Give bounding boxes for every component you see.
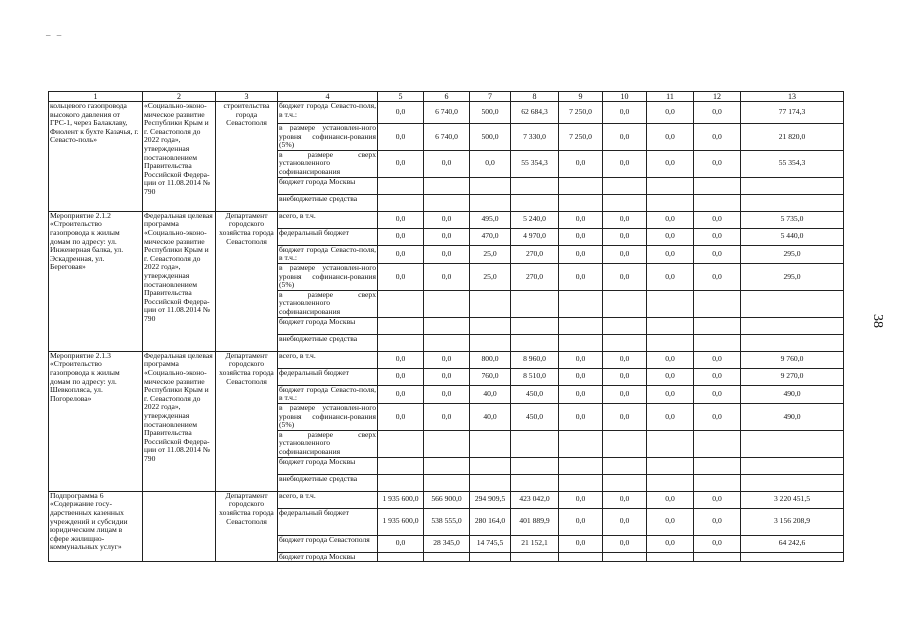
funding-source-label: бюджет города Севасто-поля, в т.ч.: (278, 102, 378, 124)
value-cell: 0,0 (378, 150, 424, 177)
value-cell: 25,0 (470, 245, 511, 263)
value-cell: 0,0 (694, 228, 741, 245)
value-cell: 280 164,0 (470, 508, 511, 535)
value-cell (470, 430, 511, 457)
program-cell: «Социально-эконо-мическое развитие Республики Крым и г. Севастополя до 2022 года», утвержденная постановлением Правительства Российской Федера-ции от 11.08.2014 № 790 (143, 102, 216, 212)
funding-source-label: в размере сверх установленного софинансирования (279, 150, 376, 176)
value-cell: 450,0 (511, 385, 559, 403)
table-row (49, 211, 844, 228)
value-cell: 9 270,0 (741, 368, 844, 385)
value-cell (694, 457, 741, 474)
funding-source-label: бюджет города Москвы (278, 552, 378, 562)
value-cell (470, 334, 511, 351)
responsible-cell: Департамент городского хозяйства города Севастополя (216, 351, 278, 491)
value-cell: 3 220 451,5 (741, 491, 844, 508)
value-cell (511, 474, 559, 491)
value-cell: 0,0 (470, 150, 511, 177)
column-number-10: 10 (603, 92, 647, 102)
funding-source-label: федеральный бюджет (278, 368, 378, 385)
value-cell (424, 430, 470, 457)
value-cell: 0,0 (647, 245, 694, 263)
value-cell (559, 290, 603, 317)
value-cell (603, 194, 647, 211)
value-cell (470, 474, 511, 491)
value-cell (647, 552, 694, 562)
value-cell: 0,0 (378, 228, 424, 245)
value-cell: 0,0 (694, 535, 741, 552)
block-title: Подпрограмма 6 «Содержание госу-дарственных казенных учреждений и субсидии юридическим лицам в сфере жилищно-коммунальных услуг» (49, 491, 143, 562)
value-cell: 77 174,3 (741, 102, 844, 124)
value-cell (694, 552, 741, 562)
value-cell: 21 152,1 (511, 535, 559, 552)
value-cell: 0,0 (603, 368, 647, 385)
value-cell: 55 354,3 (741, 150, 844, 177)
value-cell: 0,0 (647, 385, 694, 403)
value-cell: 538 555,0 (424, 508, 470, 535)
value-cell (511, 290, 559, 317)
value-cell: 0,0 (559, 368, 603, 385)
value-cell: 0,0 (603, 150, 647, 177)
value-cell: 0,0 (694, 403, 741, 430)
value-cell (559, 334, 603, 351)
value-cell: 1 935 600,0 (378, 491, 424, 508)
value-cell: 5 440,0 (741, 228, 844, 245)
value-cell (378, 290, 424, 317)
funding-source-label: внебюджетные средства (278, 474, 378, 491)
value-cell (647, 177, 694, 194)
page-number: 38 (870, 314, 885, 328)
value-cell: 500,0 (470, 124, 511, 151)
value-cell: 0,0 (559, 245, 603, 263)
value-cell: 28 345,0 (424, 535, 470, 552)
value-cell: 64 242,6 (741, 535, 844, 552)
value-cell: 0,0 (603, 351, 647, 368)
corner-marks: – – (46, 30, 64, 40)
responsible-cell: Департамент городского хозяйства города Севастополя (216, 491, 278, 562)
responsible-cell: Департамент городского хозяйства города Севастополя (216, 211, 278, 351)
value-cell: 0,0 (603, 245, 647, 263)
value-cell: 0,0 (378, 403, 424, 430)
value-cell (694, 194, 741, 211)
value-cell: 0,0 (424, 351, 470, 368)
value-cell: 5 735,0 (741, 211, 844, 228)
value-cell: 0,0 (559, 403, 603, 430)
value-cell: 0,0 (424, 228, 470, 245)
value-cell (378, 317, 424, 334)
funding-source-label: в размере установлен-ного уровня софинанси-рования (5%) (279, 403, 376, 430)
funding-source-label: в размере сверх установленного софинансирования (279, 430, 376, 456)
value-cell: 0,0 (559, 491, 603, 508)
value-cell: 0,0 (647, 150, 694, 177)
value-cell (741, 457, 844, 474)
value-cell: 401 889,9 (511, 508, 559, 535)
funding-source-label: бюджет города Москвы (278, 177, 378, 194)
column-number-6: 6 (424, 92, 470, 102)
funding-source-label: внебюджетные средства (278, 334, 378, 351)
value-cell (470, 457, 511, 474)
table-row (49, 102, 844, 124)
value-cell: 470,0 (470, 228, 511, 245)
value-cell: 0,0 (559, 263, 603, 290)
value-cell (694, 317, 741, 334)
value-cell (470, 177, 511, 194)
value-cell: 0,0 (647, 102, 694, 124)
value-cell: 25,0 (470, 263, 511, 290)
column-number-2: 2 (143, 92, 216, 102)
column-number-4: 4 (278, 92, 378, 102)
value-cell (511, 317, 559, 334)
block-title: кольцевого газопровода высокого давления от ГРС-1, через Балаклаву, Фиолент к бухте Казачья, г. Севасто-поль» (49, 102, 143, 212)
value-cell (603, 334, 647, 351)
value-cell: 0,0 (647, 211, 694, 228)
value-cell: 295,0 (741, 245, 844, 263)
value-cell: 8 510,0 (511, 368, 559, 385)
value-cell: 14 745,5 (470, 535, 511, 552)
value-cell: 7 250,0 (559, 102, 603, 124)
funding-source-label: бюджет города Севасто-поля, в т.ч.: (279, 385, 376, 403)
value-cell: 490,0 (741, 403, 844, 430)
table-body (49, 92, 844, 562)
value-cell: 3 156 208,9 (741, 508, 844, 535)
value-cell: 0,0 (603, 228, 647, 245)
value-cell: 0,0 (647, 228, 694, 245)
budget-table (48, 91, 844, 562)
block-title: Мероприятие 2.1.3 «Строительство газопровода к жилым домам по адресу: ул. Шевкопляса, ул. Погорелова» (49, 351, 143, 491)
value-cell (647, 474, 694, 491)
value-cell: 40,0 (470, 385, 511, 403)
value-cell: 500,0 (470, 102, 511, 124)
value-cell: 6 740,0 (424, 102, 470, 124)
value-cell: 490,0 (741, 385, 844, 403)
value-cell (694, 334, 741, 351)
value-cell: 0,0 (424, 385, 470, 403)
funding-source-label: бюджет города Москвы (278, 457, 378, 474)
value-cell: 0,0 (694, 263, 741, 290)
value-cell (511, 177, 559, 194)
value-cell: 5 240,0 (511, 211, 559, 228)
table-row (49, 351, 844, 368)
table-row (49, 491, 844, 508)
value-cell: 0,0 (694, 102, 741, 124)
value-cell: 8 960,0 (511, 351, 559, 368)
value-cell (378, 457, 424, 474)
value-cell: 0,0 (559, 150, 603, 177)
value-cell: 0,0 (603, 535, 647, 552)
value-cell (470, 194, 511, 211)
value-cell (559, 552, 603, 562)
funding-source-label: федеральный бюджет (278, 228, 378, 245)
funding-source-label: в размере установлен-ного уровня софинанси-рования (5%) (279, 263, 376, 290)
value-cell (647, 317, 694, 334)
value-cell: 0,0 (694, 385, 741, 403)
value-cell (647, 334, 694, 351)
value-cell: 0,0 (603, 263, 647, 290)
value-cell: 0,0 (378, 368, 424, 385)
value-cell: 0,0 (694, 368, 741, 385)
value-cell (603, 177, 647, 194)
value-cell (424, 177, 470, 194)
value-cell (559, 194, 603, 211)
value-cell (603, 457, 647, 474)
value-cell: 0,0 (603, 124, 647, 151)
value-cell: 566 900,0 (424, 491, 470, 508)
value-cell: 21 820,0 (741, 124, 844, 151)
funding-source-label: всего, в т.ч. (278, 351, 378, 368)
column-number-11: 11 (647, 92, 694, 102)
value-cell: 0,0 (603, 403, 647, 430)
funding-source-label: бюджет города Севасто-поля, в т.ч.: (279, 245, 376, 263)
value-cell: 0,0 (603, 211, 647, 228)
value-cell (647, 194, 694, 211)
value-cell: 0,0 (378, 245, 424, 263)
value-cell (603, 474, 647, 491)
value-cell: 270,0 (511, 245, 559, 263)
value-cell (378, 552, 424, 562)
value-cell: 0,0 (647, 491, 694, 508)
value-cell: 0,0 (694, 124, 741, 151)
value-cell: 40,0 (470, 403, 511, 430)
value-cell (511, 334, 559, 351)
funding-source-label: федеральный бюджет (278, 508, 378, 535)
value-cell: 7 330,0 (511, 124, 559, 151)
value-cell: 0,0 (424, 403, 470, 430)
column-number-8: 8 (511, 92, 559, 102)
value-cell (470, 317, 511, 334)
value-cell (741, 317, 844, 334)
value-cell (559, 457, 603, 474)
funding-source-label: в размере установлен-ного уровня софинанси-рования (5%) (279, 123, 376, 150)
value-cell: 0,0 (647, 368, 694, 385)
funding-source-label: всего, в т.ч. (278, 491, 378, 508)
value-cell: 55 354,3 (511, 150, 559, 177)
value-cell (378, 194, 424, 211)
value-cell: 0,0 (559, 508, 603, 535)
value-cell: 0,0 (694, 351, 741, 368)
value-cell (647, 430, 694, 457)
value-cell (647, 290, 694, 317)
value-cell (741, 552, 844, 562)
value-cell: 0,0 (694, 211, 741, 228)
value-cell (424, 334, 470, 351)
value-cell: 270,0 (511, 263, 559, 290)
value-cell (378, 334, 424, 351)
value-cell (378, 474, 424, 491)
value-cell: 0,0 (603, 491, 647, 508)
column-number-3: 3 (216, 92, 278, 102)
column-number-9: 9 (559, 92, 603, 102)
value-cell: 423 042,0 (511, 491, 559, 508)
value-cell: 0,0 (378, 385, 424, 403)
value-cell: 0,0 (694, 508, 741, 535)
value-cell: 0,0 (647, 535, 694, 552)
value-cell (559, 177, 603, 194)
value-cell (741, 474, 844, 491)
program-cell: Федеральная целевая программа «Социально-эконо-мическое развитие Республики Крым и г. Севастополя до 2022 года», утвержденная постановлением Правительства Российской Федера-ции от 11.08.2014 № 790 (143, 211, 216, 351)
value-cell (424, 474, 470, 491)
funding-source-label: бюджет города Москвы (278, 317, 378, 334)
value-cell (694, 474, 741, 491)
value-cell: 1 935 600,0 (378, 508, 424, 535)
value-cell: 0,0 (559, 228, 603, 245)
funding-source-label: внебюджетные средства (278, 194, 378, 211)
value-cell: 0,0 (378, 102, 424, 124)
program-cell (143, 491, 216, 562)
funding-source-label: бюджет города Севастополя (278, 535, 378, 552)
value-cell (603, 317, 647, 334)
value-cell: 0,0 (694, 150, 741, 177)
value-cell (470, 290, 511, 317)
value-cell: 760,0 (470, 368, 511, 385)
value-cell: 295,0 (741, 263, 844, 290)
value-cell (741, 194, 844, 211)
value-cell: 0,0 (424, 150, 470, 177)
value-cell: 0,0 (424, 245, 470, 263)
value-cell (378, 177, 424, 194)
value-cell: 0,0 (647, 403, 694, 430)
value-cell (424, 552, 470, 562)
value-cell (470, 552, 511, 562)
value-cell: 62 684,3 (511, 102, 559, 124)
value-cell: 495,0 (470, 211, 511, 228)
value-cell: 0,0 (378, 351, 424, 368)
value-cell: 0,0 (647, 508, 694, 535)
value-cell: 0,0 (694, 245, 741, 263)
value-cell: 0,0 (603, 508, 647, 535)
value-cell: 0,0 (559, 535, 603, 552)
value-cell (741, 430, 844, 457)
value-cell: 0,0 (424, 263, 470, 290)
value-cell: 0,0 (559, 351, 603, 368)
column-number-7: 7 (470, 92, 511, 102)
value-cell (694, 177, 741, 194)
block-title: Мероприятие 2.1.2 «Строительство газопровода к жилым домам по адресу: ул. Инженерная балка, ул. Эскадренная, ул. Береговая» (49, 211, 143, 351)
value-cell: 9 760,0 (741, 351, 844, 368)
value-cell (559, 430, 603, 457)
value-cell (424, 194, 470, 211)
value-cell (694, 430, 741, 457)
value-cell: 0,0 (647, 263, 694, 290)
value-cell: 0,0 (694, 491, 741, 508)
value-cell: 0,0 (647, 124, 694, 151)
value-cell (511, 194, 559, 211)
value-cell (741, 290, 844, 317)
funding-source-label: всего, в т.ч. (278, 211, 378, 228)
value-cell: 0,0 (424, 211, 470, 228)
value-cell (511, 430, 559, 457)
value-cell: 0,0 (559, 211, 603, 228)
column-number-row (49, 92, 844, 102)
value-cell: 0,0 (647, 351, 694, 368)
value-cell: 0,0 (378, 263, 424, 290)
value-cell: 800,0 (470, 351, 511, 368)
value-cell: 4 970,0 (511, 228, 559, 245)
column-number-12: 12 (694, 92, 741, 102)
value-cell (603, 290, 647, 317)
value-cell: 0,0 (603, 102, 647, 124)
value-cell (559, 474, 603, 491)
value-cell (647, 457, 694, 474)
column-number-1: 1 (49, 92, 143, 102)
value-cell: 450,0 (511, 403, 559, 430)
value-cell (603, 552, 647, 562)
value-cell: 0,0 (559, 385, 603, 403)
value-cell (424, 457, 470, 474)
value-cell (511, 457, 559, 474)
value-cell: 0,0 (424, 368, 470, 385)
value-cell (559, 317, 603, 334)
value-cell (694, 290, 741, 317)
value-cell (741, 177, 844, 194)
value-cell (511, 552, 559, 562)
value-cell: 0,0 (378, 124, 424, 151)
funding-source-label: в размере сверх установленного софинансирования (279, 290, 376, 316)
value-cell: 6 740,0 (424, 124, 470, 151)
responsible-cell: строительства города Севастополя (216, 102, 278, 212)
column-number-5: 5 (378, 92, 424, 102)
value-cell (424, 317, 470, 334)
value-cell (603, 430, 647, 457)
value-cell: 7 250,0 (559, 124, 603, 151)
value-cell: 0,0 (378, 211, 424, 228)
value-cell (378, 430, 424, 457)
program-cell: Федеральная целевая программа «Социально-эконо-мическое развитие Республики Крым и г. Севастополя до 2022 года», утвержденная постановлением Правительства Российской Федера-ции от 11.08.2014 № 790 (143, 351, 216, 491)
value-cell: 0,0 (378, 535, 424, 552)
column-number-13: 13 (741, 92, 844, 102)
value-cell: 0,0 (603, 385, 647, 403)
value-cell: 294 909,5 (470, 491, 511, 508)
value-cell (741, 334, 844, 351)
value-cell (424, 290, 470, 317)
